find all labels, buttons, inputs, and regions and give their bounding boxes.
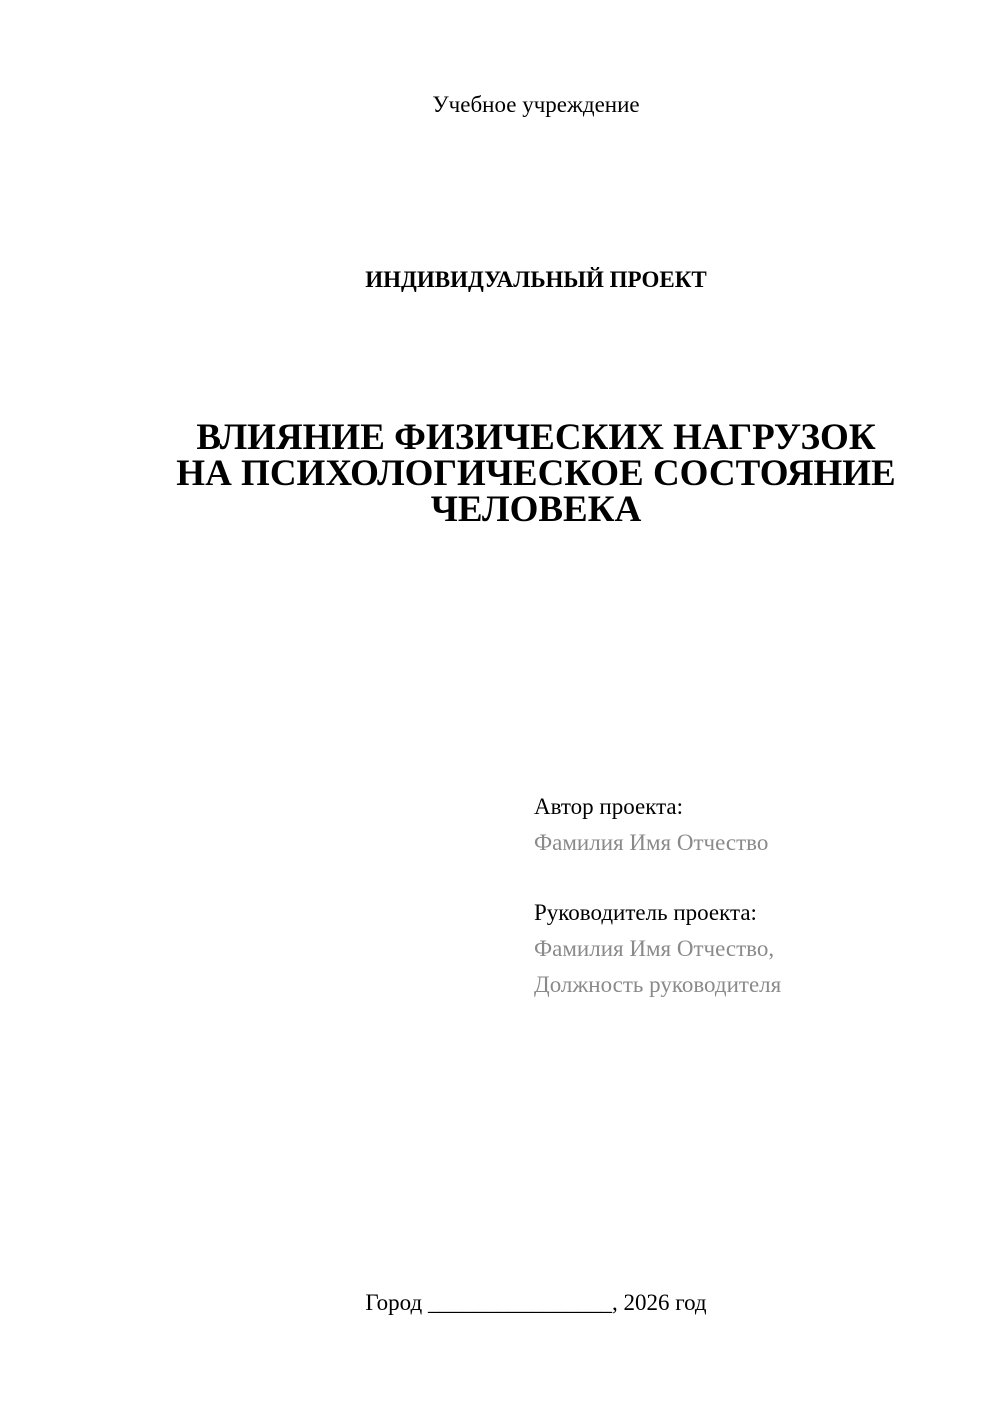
- project-title: [120, 417, 952, 530]
- project-type-heading: ИНДИВИДУАЛЬНЫЙ ПРОЕКТ: [365, 267, 707, 292]
- institution-name: Учебное учреждение: [432, 92, 640, 117]
- author-name: Фамилия Имя Отчество: [534, 830, 769, 855]
- section-spacer: [534, 861, 974, 895]
- project-people-block: [534, 789, 974, 1003]
- supervisor-position: Должность руководителя: [534, 972, 782, 997]
- supervisor-label: Руководитель проекта:: [534, 900, 757, 925]
- project-title-line-3: ЧЕЛОВЕКА: [430, 489, 642, 530]
- project-title-line-2: НА ПСИХОЛОГИЧЕСКОЕ СОСТОЯНИЕ: [176, 453, 896, 494]
- city-year-line: Город ________________, 2026 год: [365, 1290, 707, 1315]
- author-label: Автор проекта:: [534, 794, 683, 819]
- project-title-line-1: ВЛИЯНИЕ ФИЗИЧЕСКИХ НАГРУЗОК: [196, 417, 876, 458]
- supervisor-name: Фамилия Имя Отчество,: [534, 936, 775, 961]
